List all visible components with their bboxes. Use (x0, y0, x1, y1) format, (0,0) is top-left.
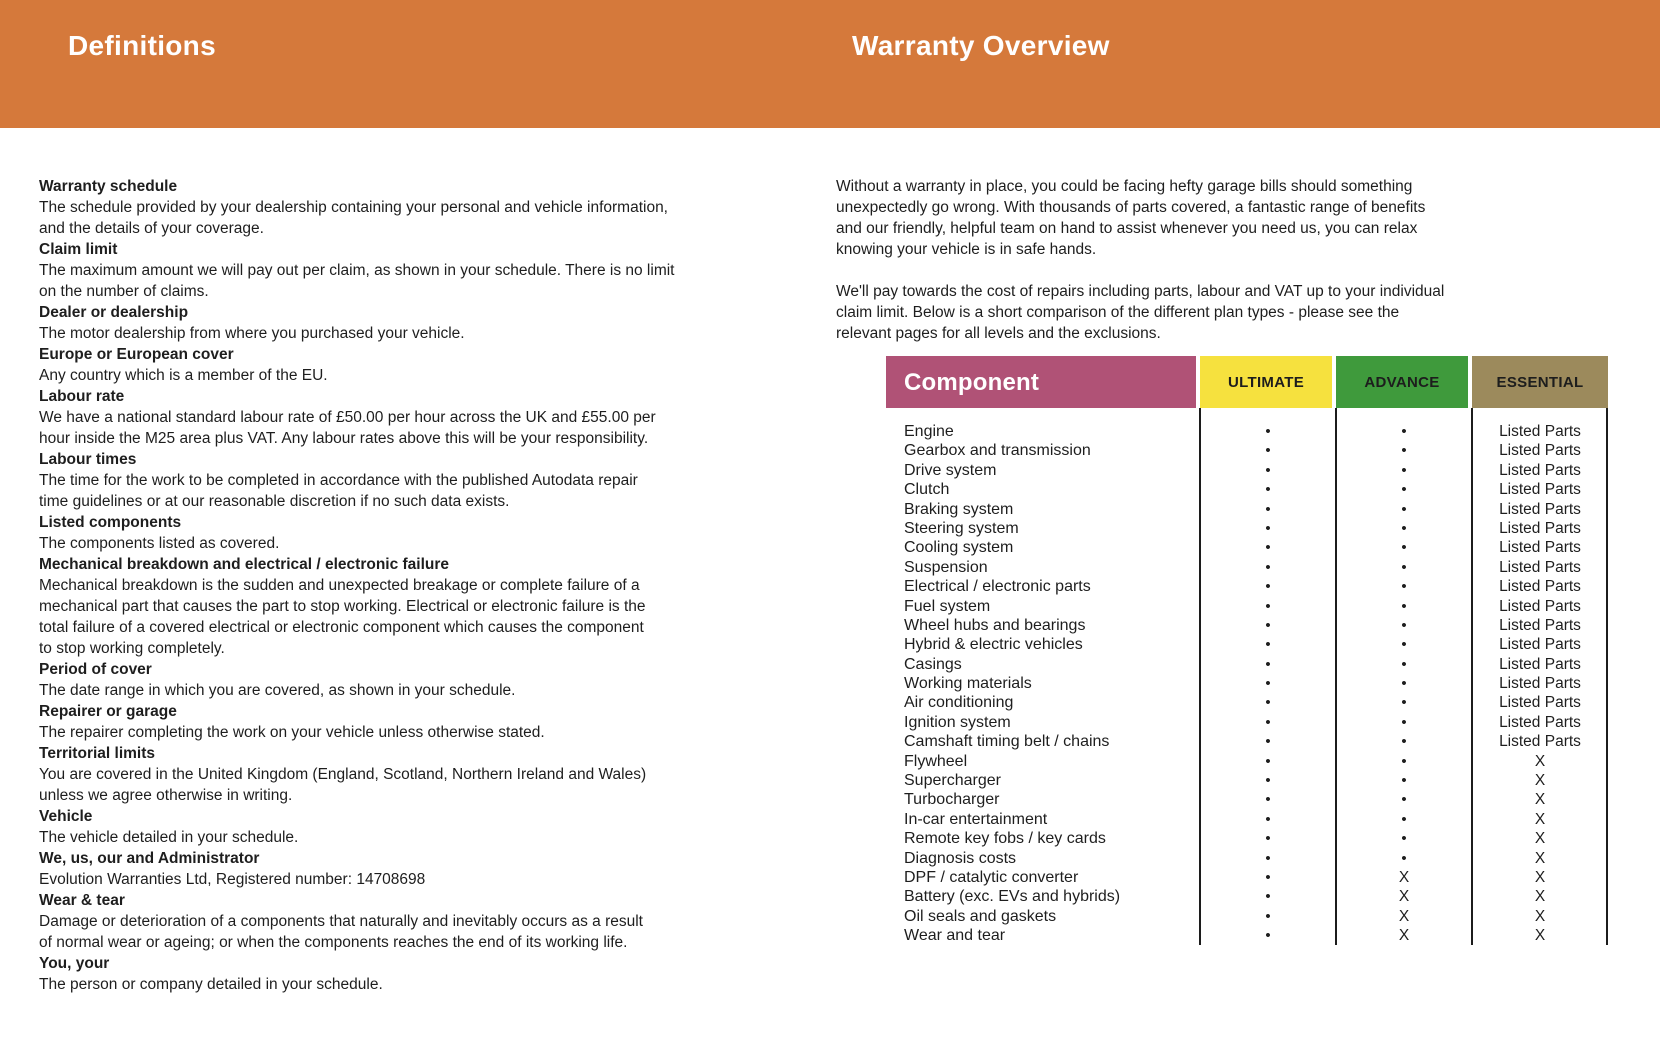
advance-value: • (1401, 558, 1407, 576)
ultimate-value: • (1265, 597, 1271, 615)
essential-value: Listed Parts (1499, 481, 1581, 499)
paragraph-line: and our friendly, helpful team on hand to assist whenever you need us, you can relax (836, 220, 1418, 237)
advance-value: • (1401, 772, 1407, 790)
table-row (886, 518, 1608, 537)
ultimate-value: • (1265, 772, 1271, 790)
ultimate-value: • (1265, 675, 1271, 693)
component-name: Cooling system (904, 539, 1014, 557)
component-name: Suspension (904, 558, 988, 576)
ultimate-value: • (1265, 868, 1271, 886)
component-name: DPF / catalytic converter (904, 868, 1079, 886)
paragraph-line: relevant pages for all levels and the exclusions. (836, 325, 1161, 342)
component-name: Air conditioning (904, 694, 1014, 712)
component-name: Turbocharger (904, 791, 1000, 809)
essential-value: X (1534, 752, 1546, 770)
component-name: Camshaft timing belt / chains (904, 733, 1110, 751)
ultimate-value: • (1265, 636, 1271, 654)
advance-column-header: ADVANCE (1336, 356, 1472, 408)
advance-value: • (1401, 423, 1407, 440)
table-row (886, 421, 1608, 440)
definition-description-line: mechanical part that causes the part to stop working. Electrical or electronic failure is the (39, 598, 646, 615)
essential-value: Listed Parts (1499, 636, 1581, 654)
ultimate-value: • (1265, 539, 1271, 557)
paragraph-line: We'll pay towards the cost of repairs including parts, labour and VAT up to your individual (836, 283, 1445, 300)
table-row (886, 634, 1608, 653)
component-name: Flywheel (904, 752, 968, 770)
plan-comparison-table (886, 356, 1608, 945)
paragraph-line: Without a warranty in place, you could be facing hefty garage bills should something (836, 178, 1413, 195)
component-name: Oil seals and gaskets (904, 907, 1057, 925)
table-row (886, 809, 1608, 828)
ultimate-value: • (1265, 616, 1271, 634)
table-row (886, 479, 1608, 498)
definition-description-line: unless we agree otherwise in writing. (39, 787, 293, 804)
definition-term: Mechanical breakdown and electrical / electronic failure (39, 556, 450, 573)
definition-description-line: We have a national standard labour rate of £50.00 per hour across the UK and £55.00 per (39, 409, 656, 426)
warranty-overview-page-title: Warranty Overview (852, 30, 1110, 61)
overview-paragraph-1 (836, 176, 1626, 260)
table-row (886, 557, 1608, 576)
ultimate-value: • (1265, 558, 1271, 576)
definition-term: Listed components (39, 514, 182, 531)
ultimate-value: • (1265, 791, 1271, 809)
table-row (886, 712, 1608, 731)
essential-value: Listed Parts (1499, 461, 1581, 479)
component-name: Fuel system (904, 597, 991, 615)
component-name: Drive system (904, 461, 997, 479)
overview-paragraph-2 (836, 281, 1626, 344)
essential-column-header: ESSENTIAL (1472, 356, 1608, 408)
essential-value: X (1534, 791, 1546, 809)
advance-value: X (1398, 868, 1410, 886)
advance-value: X (1398, 888, 1410, 906)
definition-description-line: The vehicle detailed in your schedule. (39, 829, 299, 846)
table-row (886, 460, 1608, 479)
overview-section (836, 176, 1626, 945)
advance-value: X (1398, 907, 1410, 925)
definition-description-line: total failure of a covered electrical or electronic component which causes the component (39, 619, 644, 636)
definition-term: Repairer or garage (39, 703, 177, 720)
component-name: Casings (904, 655, 962, 673)
ultimate-value: • (1265, 713, 1271, 731)
essential-value: Listed Parts (1499, 655, 1581, 673)
definition-description-line: time guidelines or at our reasonable discretion if no such data exists. (39, 493, 510, 510)
essential-value: X (1534, 927, 1546, 945)
definition-description-line: Damage or deterioration of a components that naturally and inevitably occurs as a result (39, 913, 643, 930)
definition-description-line: and the details of your coverage. (39, 220, 264, 237)
definition-description-line: to stop working completely. (39, 640, 225, 657)
essential-value: Listed Parts (1499, 733, 1581, 751)
definition-term: Territorial limits (39, 745, 155, 762)
ultimate-value: • (1265, 694, 1271, 712)
component-name: Braking system (904, 500, 1014, 518)
table-row (886, 499, 1608, 518)
definition-description-line: The schedule provided by your dealership containing your personal and vehicle information, (39, 199, 668, 216)
definition-term: Vehicle (39, 808, 93, 825)
essential-value: Listed Parts (1499, 519, 1581, 537)
definition-description-line: The date range in which you are covered, as shown in your schedule. (39, 682, 516, 699)
table-row (886, 731, 1608, 750)
advance-value: • (1401, 675, 1407, 693)
component-name: Supercharger (904, 772, 1001, 790)
definition-description-line: The repairer completing the work on your vehicle unless otherwise stated. (39, 724, 545, 741)
component-name: Steering system (904, 519, 1019, 537)
advance-value: • (1401, 810, 1407, 828)
advance-value: • (1401, 539, 1407, 557)
advance-value: • (1401, 597, 1407, 615)
advance-value: • (1401, 791, 1407, 809)
component-name: Wear and tear (904, 927, 1006, 945)
component-name: Electrical / electronic parts (904, 578, 1091, 596)
paragraph-line: claim limit. Below is a short comparison of the different plan types - please see the (836, 304, 1400, 321)
advance-value: • (1401, 849, 1407, 867)
ultimate-value: • (1265, 500, 1271, 518)
advance-value: • (1401, 578, 1407, 596)
ultimate-value: • (1265, 481, 1271, 499)
paragraph-line: unexpectedly go wrong. With thousands of parts covered, a fantastic range of benefits (836, 199, 1426, 216)
ultimate-value: • (1265, 442, 1271, 460)
essential-value: Listed Parts (1499, 423, 1581, 440)
ultimate-value: • (1265, 752, 1271, 770)
table-row (886, 615, 1608, 634)
ultimate-value: • (1265, 849, 1271, 867)
essential-value: X (1534, 849, 1546, 867)
definition-description-line: The maximum amount we will pay out per claim, as shown in your schedule. There is no limit (39, 262, 675, 279)
advance-value: • (1401, 752, 1407, 770)
table-row (886, 867, 1608, 886)
definitions-page-title: Definitions (68, 30, 216, 61)
table-row (886, 886, 1608, 905)
definition-term: Wear & tear (39, 892, 125, 909)
advance-value: • (1401, 616, 1407, 634)
definition-term: Claim limit (39, 241, 118, 258)
table-row (886, 692, 1608, 711)
advance-value: • (1401, 655, 1407, 673)
definition-description-line: The person or company detailed in your schedule. (39, 976, 383, 993)
advance-value: • (1401, 519, 1407, 537)
table-row (886, 576, 1608, 595)
component-name: Remote key fobs / key cards (904, 830, 1106, 848)
column-divider (1199, 408, 1201, 945)
table-row (886, 925, 1608, 944)
definitions-section (39, 176, 769, 995)
table-row (886, 789, 1608, 808)
table-row (886, 751, 1608, 770)
definition-term: Period of cover (39, 661, 152, 678)
ultimate-value: • (1265, 461, 1271, 479)
essential-value: Listed Parts (1499, 694, 1581, 712)
ultimate-value: • (1265, 423, 1271, 440)
component-name: In-car entertainment (904, 810, 1048, 828)
advance-value: • (1401, 442, 1407, 460)
definition-description-line: of normal wear or ageing; or when the components reaches the end of its working life. (39, 934, 628, 951)
component-column-header: Component (886, 356, 1200, 408)
table-row (886, 906, 1608, 925)
essential-value: Listed Parts (1499, 558, 1581, 576)
definition-term: Europe or European cover (39, 346, 234, 363)
essential-value: X (1534, 830, 1546, 848)
component-name: Working materials (904, 675, 1032, 693)
table-row (886, 537, 1608, 556)
ultimate-value: • (1265, 519, 1271, 537)
table-row (886, 770, 1608, 789)
ultimate-value: • (1265, 927, 1271, 945)
definitions-list (39, 176, 769, 995)
table-header-row (886, 356, 1608, 408)
ultimate-value: • (1265, 655, 1271, 673)
component-name: Engine (904, 423, 954, 440)
essential-value: Listed Parts (1499, 578, 1581, 596)
advance-value: • (1401, 694, 1407, 712)
definition-term: Labour times (39, 451, 137, 468)
definition-description-line: The motor dealership from where you purchased your vehicle. (39, 325, 465, 342)
essential-value: Listed Parts (1499, 675, 1581, 693)
table-right-border (1606, 408, 1608, 945)
ultimate-column-header: ULTIMATE (1200, 356, 1336, 408)
paragraph-line: knowing your vehicle is in safe hands. (836, 241, 1097, 258)
component-name: Ignition system (904, 713, 1011, 731)
definition-term: Warranty schedule (39, 178, 178, 195)
ultimate-value: • (1265, 733, 1271, 751)
definition-term: You, your (39, 955, 110, 972)
advance-value: • (1401, 636, 1407, 654)
essential-value: X (1534, 810, 1546, 828)
essential-value: Listed Parts (1499, 442, 1581, 460)
component-name: Battery (exc. EVs and hybrids) (904, 888, 1121, 906)
component-name: Hybrid & electric vehicles (904, 636, 1083, 654)
advance-value: • (1401, 500, 1407, 518)
advance-value: • (1401, 713, 1407, 731)
advance-value: • (1401, 733, 1407, 751)
table-row (886, 654, 1608, 673)
table-row (886, 440, 1608, 459)
ultimate-value: • (1265, 830, 1271, 848)
component-name: Gearbox and transmission (904, 442, 1091, 460)
essential-value: Listed Parts (1499, 597, 1581, 615)
advance-value: • (1401, 481, 1407, 499)
definition-description-line: Any country which is a member of the EU. (39, 367, 328, 384)
ultimate-value: • (1265, 810, 1271, 828)
column-divider (1335, 408, 1337, 945)
component-name: Wheel hubs and bearings (904, 616, 1086, 634)
component-name: Clutch (904, 481, 950, 499)
definition-term: We, us, our and Administrator (39, 850, 260, 867)
ultimate-value: • (1265, 578, 1271, 596)
table-row (886, 673, 1608, 692)
definition-description-line: The components listed as covered. (39, 535, 280, 552)
definition-description-line: on the number of claims. (39, 283, 209, 300)
essential-value: X (1534, 772, 1546, 790)
page-header-band (0, 0, 1660, 128)
advance-value: • (1401, 830, 1407, 848)
essential-value: Listed Parts (1499, 500, 1581, 518)
advance-value: X (1398, 927, 1410, 945)
definition-description-line: The time for the work to be completed in accordance with the published Autodata repair (39, 472, 638, 489)
definition-term: Labour rate (39, 388, 125, 405)
definition-description-line: Evolution Warranties Ltd, Registered number: 14708698 (39, 871, 426, 888)
column-divider (1471, 408, 1473, 945)
essential-value: Listed Parts (1499, 539, 1581, 557)
advance-value: • (1401, 461, 1407, 479)
table-row (886, 596, 1608, 615)
ultimate-value: • (1265, 907, 1271, 925)
table-row (886, 848, 1608, 867)
table-row (886, 828, 1608, 847)
comparison-table-body (886, 408, 1608, 945)
component-name: Diagnosis costs (904, 849, 1017, 867)
essential-value: X (1534, 888, 1546, 906)
definition-description-line: hour inside the M25 area plus VAT. Any labour rates above this will be your responsibility. (39, 430, 649, 447)
definition-term: Dealer or dealership (39, 304, 189, 321)
essential-value: Listed Parts (1499, 616, 1581, 634)
definition-description-line: Mechanical breakdown is the sudden and unexpected breakage or complete failure of a (39, 577, 640, 594)
definition-description-line: You are covered in the United Kingdom (England, Scotland, Northern Ireland and Wales) (39, 766, 647, 783)
ultimate-value: • (1265, 888, 1271, 906)
essential-value: X (1534, 868, 1546, 886)
essential-value: Listed Parts (1499, 713, 1581, 731)
essential-value: X (1534, 907, 1546, 925)
